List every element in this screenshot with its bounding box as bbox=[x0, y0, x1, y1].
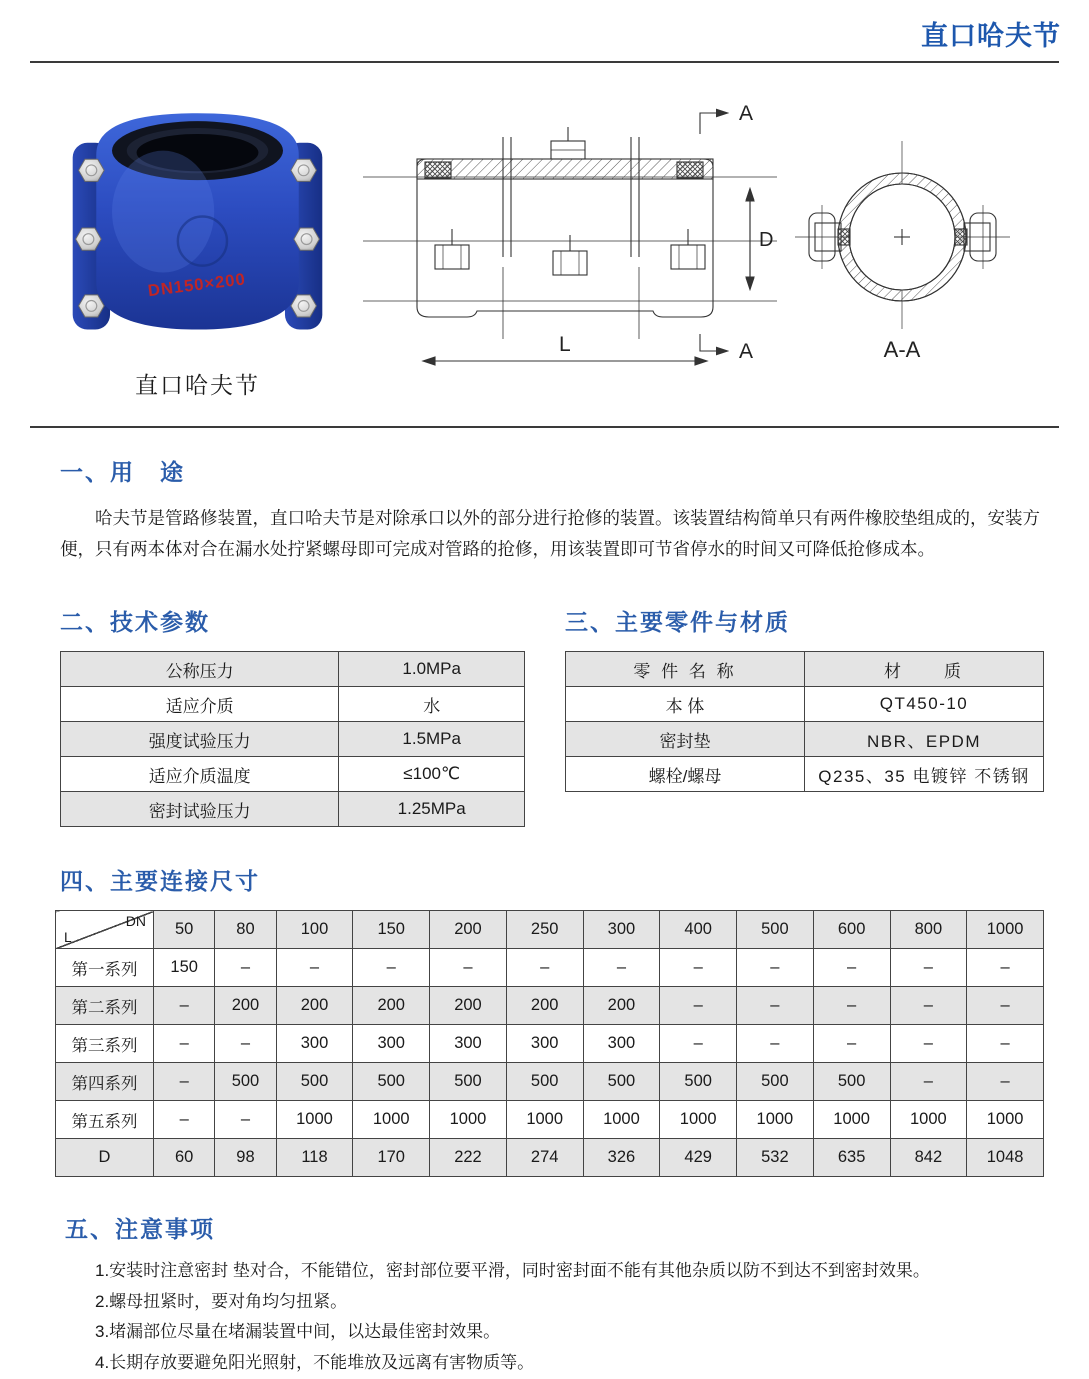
dimensions-table bbox=[55, 910, 1044, 1177]
dn-column-header: 80 bbox=[215, 911, 276, 949]
dimension-value-cell: 200 bbox=[215, 987, 276, 1025]
photo-caption: 直口哈夫节 bbox=[135, 372, 260, 398]
dn-column-header: 100 bbox=[276, 911, 353, 949]
dimension-value-cell: – bbox=[583, 949, 660, 987]
note-item: 1.安装时注意密封 垫对合，不能错位，密封部位要平滑，同时密封面不能有其他杂质以防不到达不到密封效果。 bbox=[95, 1261, 930, 1281]
dimension-value-cell: 150 bbox=[154, 949, 215, 987]
aa-section-drawing bbox=[785, 129, 1020, 369]
tech-params-table bbox=[60, 651, 525, 827]
tech-params-heading: 二、技术参数 bbox=[60, 609, 210, 636]
dimension-value-cell: – bbox=[967, 987, 1044, 1025]
dimension-value-cell: – bbox=[890, 949, 967, 987]
dimension-value-cell: 532 bbox=[737, 1139, 814, 1177]
param-value-cell: 1.25MPa bbox=[339, 792, 525, 827]
table-row bbox=[56, 1025, 1044, 1063]
dimension-value-cell: 200 bbox=[276, 987, 353, 1025]
figures-row bbox=[0, 63, 1089, 400]
dimension-value-cell: 1000 bbox=[506, 1101, 583, 1139]
section-notes bbox=[0, 1177, 1089, 1378]
series-label-cell: 第一系列 bbox=[56, 949, 154, 987]
dn-column-header: 250 bbox=[506, 911, 583, 949]
dimension-value-cell: 500 bbox=[737, 1063, 814, 1101]
material-cell: Q235、35 电镀锌 不锈钢 bbox=[805, 757, 1044, 792]
note-item: 2.螺母扭紧时，要对角均匀扭紧。 bbox=[95, 1291, 348, 1311]
dn-column-header: 1000 bbox=[967, 911, 1044, 949]
dn-column-header: 600 bbox=[813, 911, 890, 949]
note-item: 4.长期存放要避免阳光照射，不能堆放及远离有害物质等。 bbox=[95, 1353, 535, 1373]
dimension-value-cell: 500 bbox=[215, 1063, 276, 1101]
dimension-value-cell: 1000 bbox=[890, 1101, 967, 1139]
dimension-value-cell: – bbox=[813, 949, 890, 987]
materials-header-material: 材 质 bbox=[805, 652, 1044, 687]
product-photo bbox=[55, 89, 340, 344]
dimension-value-cell: 1000 bbox=[353, 1101, 430, 1139]
dimension-value-cell: – bbox=[813, 987, 890, 1025]
table-row bbox=[566, 757, 1044, 792]
materials-table bbox=[565, 651, 1044, 792]
dimension-value-cell: 200 bbox=[506, 987, 583, 1025]
dimension-value-cell: – bbox=[890, 987, 967, 1025]
table-row bbox=[56, 1139, 1044, 1177]
material-cell: QT450-10 bbox=[805, 687, 1044, 722]
notes-heading: 五、注意事项 bbox=[65, 1216, 215, 1243]
dimension-value-cell: 635 bbox=[813, 1139, 890, 1177]
usage-heading: 一、用 途 bbox=[60, 459, 185, 485]
table-row bbox=[61, 792, 525, 827]
param-name-cell: 公称压力 bbox=[61, 652, 339, 687]
dimension-value-cell: 500 bbox=[276, 1063, 353, 1101]
dimension-value-cell: 429 bbox=[660, 1139, 737, 1177]
dimension-value-cell: – bbox=[154, 987, 215, 1025]
label-d: D bbox=[759, 229, 774, 251]
dn-column-header: 50 bbox=[154, 911, 215, 949]
dimension-value-cell: – bbox=[215, 1025, 276, 1063]
table-row bbox=[56, 987, 1044, 1025]
dimension-value-cell: – bbox=[154, 1063, 215, 1101]
param-value-cell: ≤100℃ bbox=[339, 757, 525, 792]
series-label-cell: 第五系列 bbox=[56, 1101, 154, 1139]
materials-header-row bbox=[566, 652, 1044, 687]
label-a-top: A bbox=[739, 102, 754, 125]
page-header bbox=[0, 0, 1089, 53]
dimension-value-cell: 300 bbox=[430, 1025, 507, 1063]
dimension-value-cell: – bbox=[660, 987, 737, 1025]
dimension-value-cell: 300 bbox=[506, 1025, 583, 1063]
dimension-value-cell: 500 bbox=[430, 1063, 507, 1101]
dimension-value-cell: – bbox=[276, 949, 353, 987]
dimension-value-cell: – bbox=[353, 949, 430, 987]
dimension-value-cell: 1048 bbox=[967, 1139, 1044, 1177]
dimension-value-cell: 274 bbox=[506, 1139, 583, 1177]
part-name-cell: 密封垫 bbox=[566, 722, 805, 757]
dimension-value-cell: 200 bbox=[583, 987, 660, 1025]
dimension-value-cell: 500 bbox=[353, 1063, 430, 1101]
dimension-value-cell: 170 bbox=[353, 1139, 430, 1177]
side-section-drawing bbox=[355, 89, 785, 379]
param-name-cell: 密封试验压力 bbox=[61, 792, 339, 827]
dimension-value-cell: – bbox=[430, 949, 507, 987]
dimension-value-cell: – bbox=[967, 1063, 1044, 1101]
dn-column-header: 150 bbox=[353, 911, 430, 949]
dimension-value-cell: 500 bbox=[583, 1063, 660, 1101]
label-l: L bbox=[559, 333, 571, 356]
dimension-value-cell: 300 bbox=[583, 1025, 660, 1063]
dimension-value-cell: 118 bbox=[276, 1139, 353, 1177]
dimension-value-cell: 500 bbox=[506, 1063, 583, 1101]
dimension-value-cell: 1000 bbox=[660, 1101, 737, 1139]
dimension-value-cell: 1000 bbox=[276, 1101, 353, 1139]
materials-heading: 三、主要零件与材质 bbox=[565, 609, 790, 636]
dimension-value-cell: – bbox=[215, 1101, 276, 1139]
diagonal-corner-cell bbox=[56, 911, 154, 949]
dimension-value-cell: – bbox=[215, 949, 276, 987]
dimension-value-cell: – bbox=[813, 1025, 890, 1063]
series-label-cell: 第二系列 bbox=[56, 987, 154, 1025]
table-row bbox=[61, 652, 525, 687]
dimension-value-cell: 1000 bbox=[737, 1101, 814, 1139]
product-photo-block bbox=[55, 89, 355, 400]
dimension-value-cell: 200 bbox=[430, 987, 507, 1025]
section-usage bbox=[0, 428, 1089, 564]
dn-column-header: 300 bbox=[583, 911, 660, 949]
table-row bbox=[56, 1101, 1044, 1139]
series-label-cell: 第三系列 bbox=[56, 1025, 154, 1063]
dimension-value-cell: 326 bbox=[583, 1139, 660, 1177]
technical-drawing-block bbox=[355, 89, 1069, 379]
dimension-value-cell: 1000 bbox=[583, 1101, 660, 1139]
param-value-cell: 1.0MPa bbox=[339, 652, 525, 687]
section-tech-params bbox=[60, 604, 525, 827]
params-materials-row bbox=[0, 564, 1089, 827]
dimension-value-cell: 500 bbox=[660, 1063, 737, 1101]
dimension-value-cell: – bbox=[737, 1025, 814, 1063]
note-item: 3.堵漏部位尽量在堵漏装置中间，以达最佳密封效果。 bbox=[95, 1322, 501, 1342]
dimension-value-cell: – bbox=[737, 949, 814, 987]
dimension-value-cell: 300 bbox=[353, 1025, 430, 1063]
part-name-cell: 螺栓/螺母 bbox=[566, 757, 805, 792]
dimension-value-cell: – bbox=[506, 949, 583, 987]
usage-paragraph: 哈夫节是管路修装置，直口哈夫节是对除承口以外的部分进行抢修的装置。该装置结构简单只有两件橡胶垫组成的，安装方便，只有两本体对合在漏水处拧紧螺母即可完成对管路的抢修，用该装置即可节省停水的时间又可降低抢修成本。 bbox=[60, 508, 1040, 559]
notes-list bbox=[65, 1256, 1059, 1378]
table-row bbox=[61, 687, 525, 722]
dimension-value-cell: – bbox=[154, 1101, 215, 1139]
dimension-value-cell: – bbox=[890, 1063, 967, 1101]
material-cell: NBR、EPDM bbox=[805, 722, 1044, 757]
corner-l-label: L bbox=[64, 929, 72, 946]
dimension-value-cell: – bbox=[737, 987, 814, 1025]
table-row bbox=[56, 949, 1044, 987]
dn-column-header: 500 bbox=[737, 911, 814, 949]
section-materials bbox=[565, 604, 1044, 827]
dimensions-header-row bbox=[56, 911, 1044, 949]
dimension-value-cell: – bbox=[890, 1025, 967, 1063]
param-name-cell: 适应介质温度 bbox=[61, 757, 339, 792]
materials-header-part: 零 件 名 称 bbox=[566, 652, 805, 687]
dimension-value-cell: 98 bbox=[215, 1139, 276, 1177]
param-name-cell: 适应介质 bbox=[61, 687, 339, 722]
dn-column-header: 200 bbox=[430, 911, 507, 949]
label-a-bottom: A bbox=[739, 340, 754, 363]
table-row bbox=[61, 722, 525, 757]
dimension-value-cell: – bbox=[660, 1025, 737, 1063]
dimension-value-cell: 842 bbox=[890, 1139, 967, 1177]
dimension-value-cell: – bbox=[154, 1025, 215, 1063]
dimension-value-cell: – bbox=[660, 949, 737, 987]
dimensions-heading: 四、主要连接尺寸 bbox=[60, 868, 260, 895]
dimension-value-cell: 1000 bbox=[430, 1101, 507, 1139]
dimension-value-cell: 500 bbox=[813, 1063, 890, 1101]
product-marking-text: DN150×200 bbox=[146, 269, 247, 301]
param-value-cell: 水 bbox=[339, 687, 525, 722]
table-row bbox=[566, 687, 1044, 722]
section-dimensions bbox=[0, 827, 1089, 1177]
dimension-value-cell: 1000 bbox=[967, 1101, 1044, 1139]
dn-column-header: 400 bbox=[660, 911, 737, 949]
table-row bbox=[56, 1063, 1044, 1101]
table-row bbox=[566, 722, 1044, 757]
param-value-cell: 1.5MPa bbox=[339, 722, 525, 757]
dimension-value-cell: 1000 bbox=[813, 1101, 890, 1139]
series-label-cell: 第四系列 bbox=[56, 1063, 154, 1101]
param-name-cell: 强度试验压力 bbox=[61, 722, 339, 757]
page-title: 直口哈夫节 bbox=[921, 21, 1061, 51]
dn-column-header: 800 bbox=[890, 911, 967, 949]
dimension-value-cell: – bbox=[967, 1025, 1044, 1063]
label-aa-section: A-A bbox=[883, 337, 921, 362]
dimension-value-cell: 200 bbox=[353, 987, 430, 1025]
series-label-cell: D bbox=[56, 1139, 154, 1177]
part-name-cell: 本 体 bbox=[566, 687, 805, 722]
table-row bbox=[61, 757, 525, 792]
dimension-value-cell: 300 bbox=[276, 1025, 353, 1063]
corner-dn-label: DN bbox=[125, 913, 146, 930]
dimension-value-cell: 60 bbox=[154, 1139, 215, 1177]
dimension-value-cell: – bbox=[967, 949, 1044, 987]
dimension-value-cell: 222 bbox=[430, 1139, 507, 1177]
